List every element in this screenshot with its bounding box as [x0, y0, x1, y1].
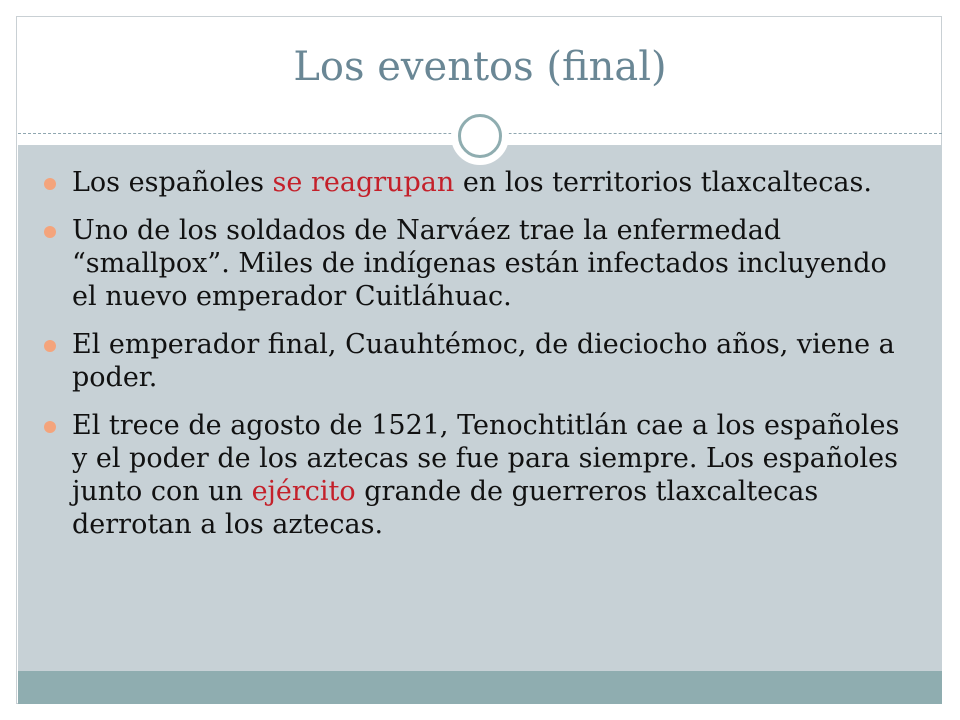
bullet-item — [44, 214, 914, 313]
bullet-dot-icon — [44, 421, 56, 433]
slide-title: Los eventos (final) — [293, 44, 667, 90]
bullet-dot-icon — [44, 226, 56, 238]
highlighted-text: se reagrupan — [272, 167, 455, 198]
bullet-text: grande de guerreros tlaxcaltecas derrotan a los aztecas. — [72, 476, 819, 540]
bullet-dot-icon — [44, 178, 56, 190]
bullet-text: El emperador final, Cuauhtémoc, de dieciocho años, viene a poder. — [72, 329, 895, 393]
bullet-item — [44, 328, 914, 394]
bullet-text: Uno de los soldados de Narváez trae la enfermedad “smallpox”. Miles de indígenas están infectados incluyendo el nuevo emperador Cuitláhuac. — [72, 215, 887, 312]
bullet-item — [44, 409, 914, 541]
bullet-dot-icon — [44, 340, 56, 352]
bullet-text: Los españoles — [72, 167, 273, 198]
bullet-text: en los territorios tlaxcaltecas. — [454, 167, 872, 198]
footer-bar — [18, 671, 942, 704]
bullet-text: El trece de agosto de 1521, Tenochtitlán cae a los españoles y el poder de los aztecas se fue para siempre. Los españoles junto con un — [72, 410, 900, 507]
ornament-ring-icon — [458, 114, 502, 158]
bullet-list — [44, 166, 914, 556]
bullet-item — [44, 166, 914, 199]
highlighted-text: ejército — [251, 476, 356, 507]
